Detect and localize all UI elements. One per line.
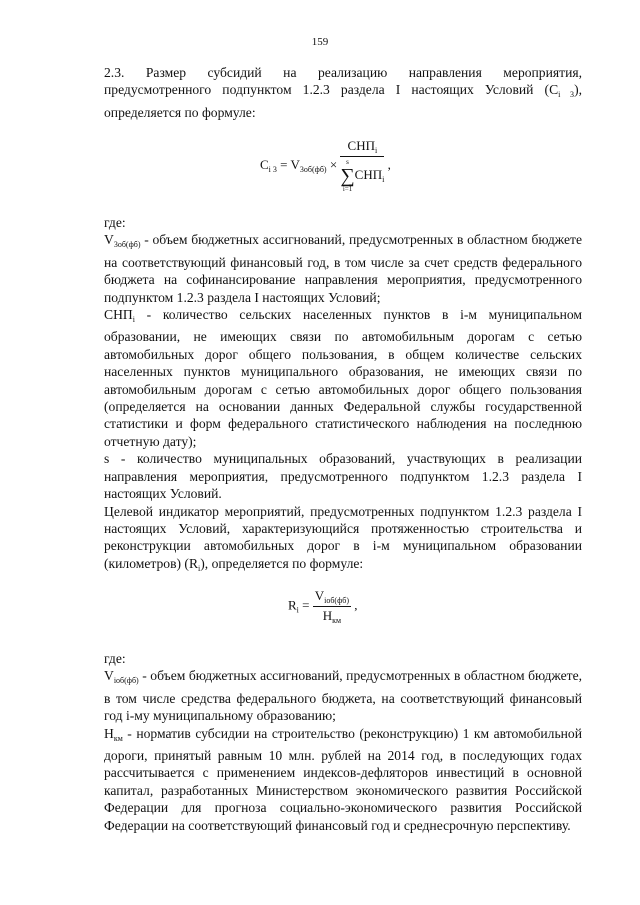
def-v3-paragraph (104, 231, 582, 306)
f1-sum-sign: ∑ (340, 165, 355, 187)
f1-sum-bottom: i=1 (342, 185, 353, 193)
definitions-2 (104, 650, 582, 834)
f1-times: × (329, 156, 338, 172)
symbol-c-sub: i 3 (558, 90, 575, 100)
section-intro-text: 2.3. Размер субсидий на реализацию направления мероприятия, предусмотренного подпунктом 1.2.3 раздела I настоящих Условий ( (104, 65, 582, 98)
target-text-end: ), определяется по формуле: (200, 555, 364, 571)
f1-num-sub: i (374, 146, 378, 155)
f2-fraction (313, 588, 351, 625)
f1-tail: , (387, 156, 391, 172)
def-s-paragraph: s - количество муниципальных образований, участвующих в реализации направления мероприятия, предусмотренного подпунктом 1.2.3 раздела I настоящих Условий. (104, 451, 582, 502)
def-snp-symbol: СНП (104, 307, 133, 323)
def-v3-text: - объем бюджетных ассигнований, предусмотренных в областном бюджете на соответствующий финансовый год, в том числе за счет средств федерального бюджета на софинансирование направления мероприятия, предусмотренного подпунктом 1.2.3 раздела I настоящих Условий; (104, 232, 582, 305)
f1-sum-top: s (346, 158, 349, 166)
f1-eq: = (280, 156, 288, 172)
f1-den-sub: i (382, 174, 385, 184)
target-text: Целевой индикатор мероприятий, предусмотренных подпунктом 1.2.3 раздела I настоящих Условий, характеризующийся протяженностью строительства и реконструкции автомобильных дорог в i-м муниципальном образовании (километров) ( (104, 503, 582, 571)
def-v3-symbol: V (104, 232, 114, 248)
section-2-3 (104, 64, 582, 121)
symbol-c: C (549, 82, 559, 98)
def-h-paragraph (104, 725, 582, 834)
def-snp-text: - количество сельских населенных пунктов в i-м муниципальном образовании, не имеющих связи по автомобильным дорогам с сетью автомобильных дорог общего пользования, в общем количестве сельских населенных пунктов муниципального образования, не имеющих связи по автомобильным дорогам с сетью автомобильных дорог общего пользования (определяется на основании данных Федеральной службы государственной статистики и форм федерального статистического наблюдения на последнюю отчетную дату); (104, 307, 582, 449)
f2-den: H (322, 608, 333, 623)
def-vi-symbol-sub: iоб(фб) (113, 676, 139, 686)
section-intro-end: ), определяется по формуле: (104, 82, 582, 120)
target-symbol-sub: i (198, 563, 201, 573)
target-symbol: R (188, 555, 199, 571)
f1-lhs: C (260, 156, 269, 172)
f2-eq: = (302, 597, 310, 613)
f1-den: СНП (354, 166, 383, 182)
definitions-1 (104, 214, 582, 577)
f1-numerator (340, 138, 384, 157)
f1-num: СНП (347, 138, 375, 153)
f2-numerator (313, 588, 351, 607)
f1-v-sub: 3об(фб) (299, 164, 327, 174)
def-vi-symbol: V (104, 668, 114, 684)
formula-subsidy (260, 138, 391, 194)
f1-denominator (340, 157, 384, 194)
def-h-symbol: H (104, 725, 114, 741)
def-vi-text: - объем бюджетных ассигнований, предусмотренных в областном бюджете, в том числе средства федерального бюджета, на соответствующий финансовый год i-му муниципальному образованию; (104, 668, 582, 724)
def-snp-paragraph (104, 306, 582, 450)
f2-lhs: R (288, 597, 297, 613)
f2-num: V (314, 588, 325, 603)
f2-lhs-sub: i (296, 605, 299, 615)
formula-indicator (288, 588, 358, 625)
f1-sum (340, 158, 354, 194)
f2-den-sub: км (332, 616, 342, 625)
where-label-2: где: (104, 651, 126, 666)
section-intro-paragraph (104, 64, 582, 121)
f1-v: V (290, 156, 300, 172)
f2-denominator (313, 607, 351, 625)
def-h-symbol-sub: км (113, 733, 123, 743)
page-number: 159 (311, 36, 329, 48)
f1-fraction (340, 138, 384, 194)
target-paragraph (104, 503, 582, 578)
def-v3-symbol-sub: 3об(фб) (113, 240, 141, 250)
def-snp-symbol-sub: i (132, 315, 135, 325)
def-vi-paragraph (104, 667, 582, 724)
f2-num-sub: iоб(фб) (324, 596, 350, 605)
where-label-1: где: (104, 215, 126, 230)
f1-lhs-sub: i 3 (268, 164, 277, 174)
def-h-text: - норматив субсидии на строительство (реконструкцию) 1 км автомобильной дороги, принятый равным 10 млн. рублей на 2014 год, в последующих годах рассчитывается с применением индексов-дефляторов инвестиций в основной капитал, разработанных Министерством экономического развития Российской Федерации для прогноза социально-экономического развития Российской Федерации на соответствующий финансовый год и среднесрочную перспективу. (104, 725, 582, 833)
f2-tail: , (354, 597, 358, 613)
